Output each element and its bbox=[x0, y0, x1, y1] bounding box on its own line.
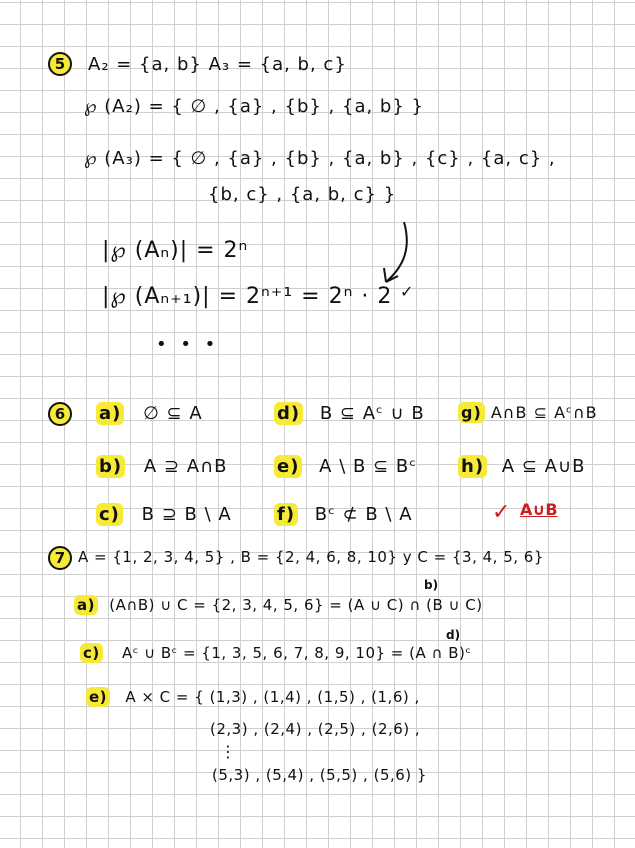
ex6-item-a bbox=[96, 405, 203, 423]
ex6-item-d-text: B ⊆ Aᶜ ∪ B bbox=[319, 403, 425, 424]
exercise-7-number-text: 7 bbox=[54, 549, 66, 567]
ex6-item-c bbox=[96, 506, 232, 524]
ex6-item-e-text: A \ B ⊆ Bᶜ bbox=[319, 456, 417, 477]
ex5-cardinality-an1: |℘ (Aₙ₊₁)| = 2ⁿ⁺¹ = 2ⁿ · 2 bbox=[102, 284, 393, 309]
ex6-item-e-label: e) bbox=[274, 455, 302, 478]
ex6-item-a-label: a) bbox=[96, 402, 124, 425]
ex7-item-a-text: (A∩B) ∪ C = {2, 3, 4, 5, 6} = (A ∪ C) ∩ (B ∪ C) bbox=[109, 596, 483, 614]
ex5-power-set-a3-line2: {b, c} , {a, b, c} } bbox=[208, 184, 397, 205]
ex5-ellipsis: • • • bbox=[156, 334, 220, 355]
ex6-item-g-label: g) bbox=[458, 402, 485, 423]
ex6-item-d-label: d) bbox=[274, 402, 303, 425]
ex7-item-a bbox=[74, 598, 483, 613]
exercise-5-number-text: 5 bbox=[54, 55, 66, 73]
exercise-6-number bbox=[48, 402, 72, 426]
ex7-item-c-label: c) bbox=[80, 643, 103, 663]
ex6-item-a-text: ∅ ⊆ A bbox=[143, 403, 203, 424]
ex6-item-f-label: f) bbox=[274, 503, 298, 526]
ex7-d-small-label: d) bbox=[446, 628, 461, 642]
ex6-item-h bbox=[458, 458, 585, 476]
ex7-item-e-text1: A × C = { (1,3) , (1,4) , (1,5) , (1,6) , bbox=[125, 688, 420, 706]
ex6-item-b-label: b) bbox=[96, 455, 125, 478]
ex7-item-c-text: Aᶜ ∪ Bᶜ = {1, 3, 5, 6, 7, 8, 9, 10} = (A ∩ B)ᶜ bbox=[122, 644, 472, 662]
ex7-item-e-vdots: ⋮ bbox=[220, 742, 237, 761]
ex7-item-e-line1 bbox=[86, 690, 420, 705]
ex7-item-e-label: e) bbox=[86, 687, 110, 707]
ex6-item-c-text: B ⊇ B \ A bbox=[141, 504, 232, 525]
ex7-item-e-line3: (5,3) , (5,4) , (5,5) , (5,6) } bbox=[212, 766, 427, 784]
ex6-item-e bbox=[274, 458, 417, 476]
exercise-6-number-text: 6 bbox=[54, 405, 66, 423]
ex7-item-a-label: a) bbox=[74, 595, 98, 615]
ex7-item-c bbox=[80, 646, 471, 661]
ex5-checkmark: ✓ bbox=[400, 282, 414, 301]
ex6-item-b bbox=[96, 458, 228, 476]
ex7-header: A = {1, 2, 3, 4, 5} , B = {2, 4, 6, 8, 10} y C = {3, 4, 5, 6} bbox=[78, 548, 544, 566]
ex6-item-d bbox=[274, 405, 425, 423]
ex5-cardinality-an: |℘ (Aₙ)| = 2ⁿ bbox=[102, 238, 249, 263]
exercise-7-number bbox=[48, 546, 72, 570]
ex6-item-g-text: A∩B ⊆ Aᶜ∩B bbox=[490, 403, 598, 422]
ex5-power-set-a2: ℘ (A₂) = { ∅ , {a} , {b} , {a, b} } bbox=[84, 96, 424, 117]
ex6-item-g bbox=[458, 405, 598, 421]
ex6-item-f-text: Bᶜ ⊄ B \ A bbox=[314, 504, 413, 525]
ex6-item-f bbox=[274, 506, 413, 524]
ex7-b-small-label: b) bbox=[424, 578, 439, 592]
ex6-red-note: A∪B bbox=[520, 500, 558, 519]
ex5-sets-line: A₂ = {a, b} A₃ = {a, b, c} bbox=[88, 54, 347, 75]
ex6-red-checkmark: ✓ bbox=[492, 500, 511, 525]
ex6-item-h-text: A ⊆ A∪B bbox=[501, 456, 586, 477]
ex7-item-e-line2: (2,3) , (2,4) , (2,5) , (2,6) , bbox=[210, 720, 421, 738]
ex6-item-h-label: h) bbox=[458, 455, 487, 478]
ex6-item-b-text: A ⊇ A∩B bbox=[143, 456, 228, 477]
ex6-item-c-label: c) bbox=[96, 503, 123, 526]
ex5-power-set-a3-line1: ℘ (A₃) = { ∅ , {a} , {b} , {a, b} , {c} , {a, c} , bbox=[84, 148, 556, 169]
